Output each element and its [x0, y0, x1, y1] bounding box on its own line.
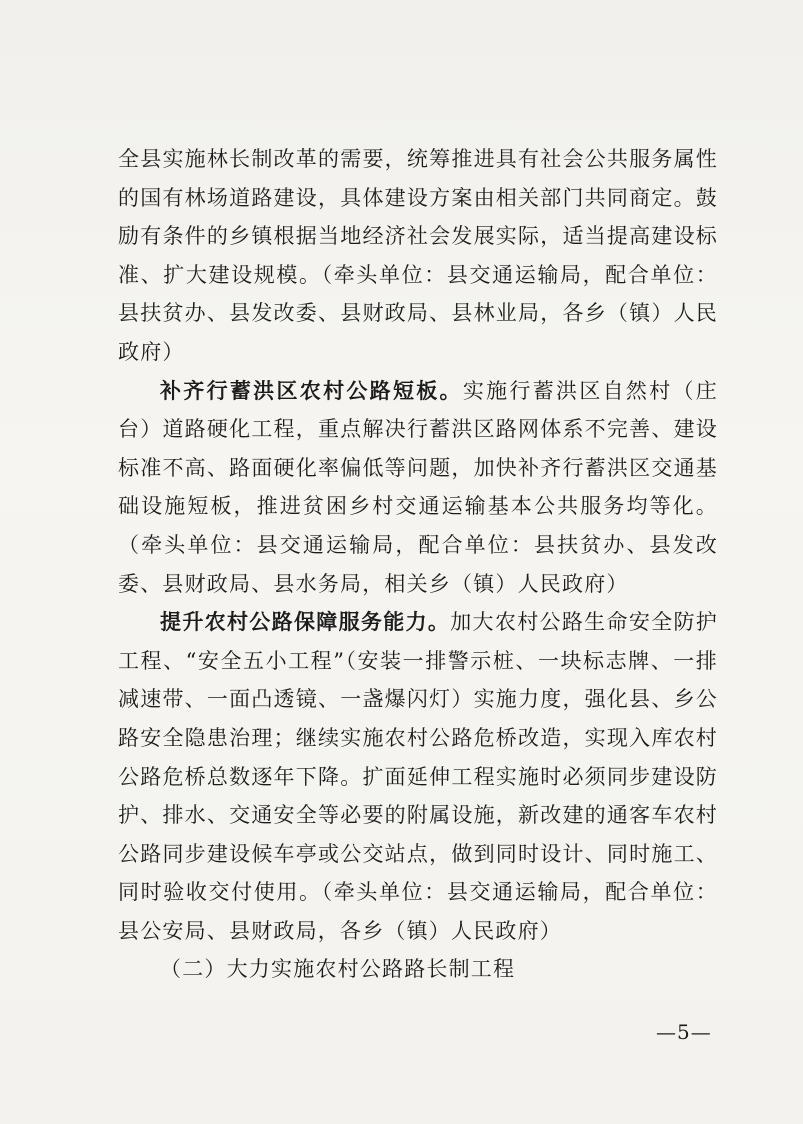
section-heading: （二）大力实施农村公路路长制工程: [160, 957, 516, 982]
body-text: [118, 140, 718, 989]
paragraph-2-body: 实施行蓄洪区自然村（庄台）道路硬化工程，重点解决行蓄洪区路网体系不完善、建设标准不高、路面硬化率偏低等问题，加快补齐行蓄洪区交通基础设施短板，推进贫困乡村交通运输基本公共服务均等化。（牵头单位：县交通运输局，配合单位：县扶贫办、县发改委、县财政局、县水务局，相关乡（镇）人民政府）: [118, 378, 718, 596]
paragraph-2-heading: 补齐行蓄洪区农村公路短板。: [160, 377, 463, 403]
paragraph-3-heading: 提升农村公路保障服务能力。: [160, 609, 451, 635]
paragraph-3: [118, 603, 718, 950]
paragraph-2: [118, 372, 718, 604]
paragraph-1: 全县实施林长制改革的需要，统筹推进具有社会公共服务属性的国有林场道路建设，具体建设方案由相关部门共同商定。鼓励有条件的乡镇根据当地经济社会发展实际，适当提高建设标准、扩大建设规模。（牵头单位：县交通运输局，配合单位：县扶贫办、县发改委、县财政局、县林业局，各乡（镇）人民政府）: [118, 147, 718, 364]
page-number: —5—: [656, 1020, 712, 1044]
paragraph-3-body: 加大农村公路生命安全防护工程、“安全五小工程”（安装一排警示桩、一块标志牌、一排减速带、一面凸透镜、一盏爆闪灯）实施力度，强化县、乡公路安全隐患治理；继续实施农村公路危桥改造，实现入库农村公路危桥总数逐年下降。扩面延伸工程实施时必须同步建设防护、排水、交通安全等必要的附属设施，新改建的通客车农村公路同步建设候车亭或公交站点，做到同时设计、同时施工、同时验收交付使用。（牵头单位：县交通运输局，配合单位：县公安局、县财政局，各乡（镇）人民政府）: [118, 610, 718, 943]
